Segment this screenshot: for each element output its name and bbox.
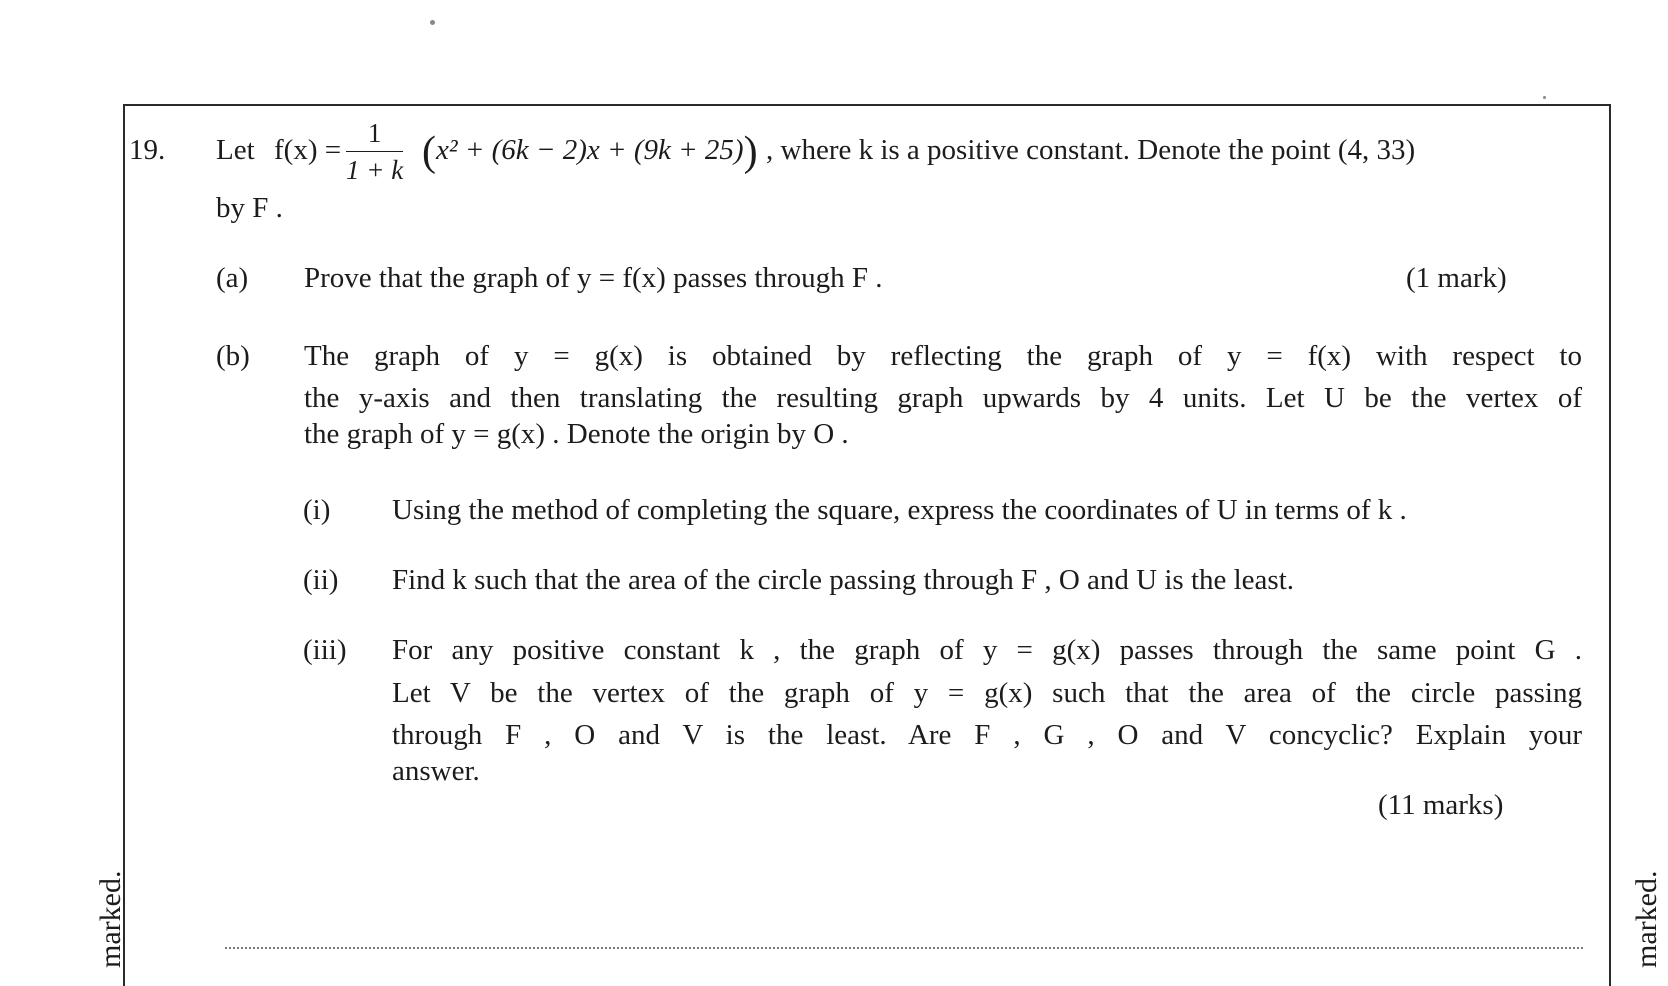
fraction-denominator: 1 + k xyxy=(346,155,404,185)
part-a-marks: (1 mark) xyxy=(1406,262,1507,294)
stem-fraction xyxy=(346,118,403,186)
part-b-marks: (11 marks) xyxy=(1378,789,1504,821)
sub-iii-label: (iii) xyxy=(303,634,347,666)
stem-polynomial: (x² + (6k − 2)x + (9k + 25)) xyxy=(422,129,758,175)
sub-ii-text: Find k such that the area of the circle passing through F , O and U is the least. xyxy=(392,564,1295,596)
stem-line-2: by F . xyxy=(216,192,283,224)
left-margin-note: marked. xyxy=(94,870,127,968)
part-a-text: Prove that the graph of y = f(x) passes through F . xyxy=(304,262,883,294)
part-a-label: (a) xyxy=(216,262,249,294)
question-frame xyxy=(123,104,1611,986)
sub-i-text: Using the method of completing the square, express the coordinates of U in terms of k . xyxy=(392,494,1407,526)
scan-speck xyxy=(430,20,435,25)
sub-iii-line-2: Let V be the vertex of the graph of y = g(x) such that the area of the circle passing xyxy=(392,677,1582,709)
part-b-line-1: The graph of y = g(x) is obtained by reflecting the graph of y = f(x) with respect to xyxy=(304,340,1582,372)
answer-line xyxy=(225,947,1583,949)
question-number: 19. xyxy=(129,134,166,166)
stem-rest: , where k is a positive constant. Denote the point (4, 33) xyxy=(766,134,1416,166)
polynomial-expression: x² + (6k − 2)x + (9k + 25) xyxy=(436,134,744,166)
sub-iii-line-1: For any positive constant k , the graph of y = g(x) passes through the same point G . xyxy=(392,634,1582,666)
part-b-line-2: the y-axis and then translating the resulting graph upwards by 4 units. Let U be the vertex of xyxy=(304,382,1582,414)
stem-let: Let xyxy=(216,134,255,166)
stem-function-name: f(x) = xyxy=(274,134,342,166)
fraction-numerator: 1 xyxy=(346,118,403,152)
part-b-line-3: the graph of y = g(x) . Denote the origin by O . xyxy=(304,418,849,450)
sub-ii-label: (ii) xyxy=(303,564,339,596)
scan-speck xyxy=(1543,96,1546,99)
part-b-label: (b) xyxy=(216,340,250,372)
sub-i-label: (i) xyxy=(303,494,331,526)
sub-iii-line-3: through F , O and V is the least. Are F , G , O and V concyclic? Explain your xyxy=(392,719,1582,751)
sub-iii-line-4: answer. xyxy=(392,755,480,787)
right-margin-note: marked. xyxy=(1630,870,1663,968)
